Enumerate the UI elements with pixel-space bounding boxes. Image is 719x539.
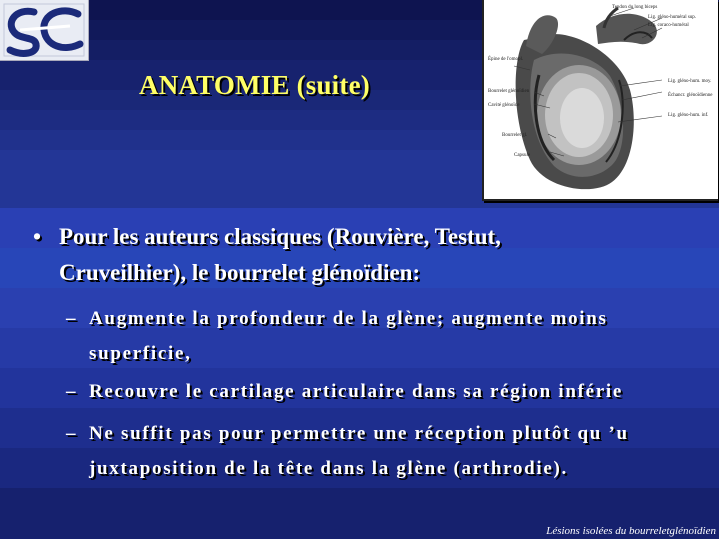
slide-footer: Lésions isolées du bourreletglénoïdien [546,525,716,537]
label-epine: Épine de l'omopl. [488,57,524,62]
label-lig-gleno-sup: Lig. gléno-huméral sup. [648,15,697,20]
logo-mark-icon [0,0,88,60]
bullet-line-1: Pour les auteurs classiques (Rouvière, Testut, [59,224,501,249]
label-bourrelet: Bourrelet glénoïdien [488,89,530,94]
sub-bullet-3-line-1: Ne suffit pas pour permettre une réception plutôt qu ’u [89,423,629,444]
slide-title: ANATOMIE (suite) [139,70,370,100]
label-lig-gleno-moy: Lig. gléno-hum. moy. [668,79,712,84]
sub-bullet-1-line-2: superficie, [89,343,192,364]
label-capsule: Capsule [514,153,531,158]
sub-bullet-3-line-2: juxtaposition de la tête dans la glène (arthrodie). [89,458,569,479]
sub-dash: – [66,423,78,444]
sub-dash: – [66,308,78,329]
label-cavite: Cavité glénoïde [488,103,520,108]
label-tendon: Tendon du long biceps [612,5,658,10]
bullet-dot: • [33,224,42,249]
anatomy-figure [482,0,718,201]
sub-dash: – [66,381,78,402]
label-lig-gleno-inf: Lig. gléno-hum. inf. [668,113,709,118]
glenoid-illustration [484,0,718,199]
logo [0,0,89,61]
label-echancr: Échancr. glénoïdienne [668,93,713,98]
bullet-line-2: Cruveilhier), le bourrelet glénoïdien: [59,260,421,285]
label-bord-ax: Bourrelet gl. [502,133,528,138]
sub-bullet-2-line-1: Recouvre le cartilage articulaire dans sa région inférie [89,381,624,402]
label-lig-coraco: Lig. coraco-huméral [648,23,689,28]
sub-bullet-1-line-1: Augmente la profondeur de la glène; augmente moins [89,308,608,329]
